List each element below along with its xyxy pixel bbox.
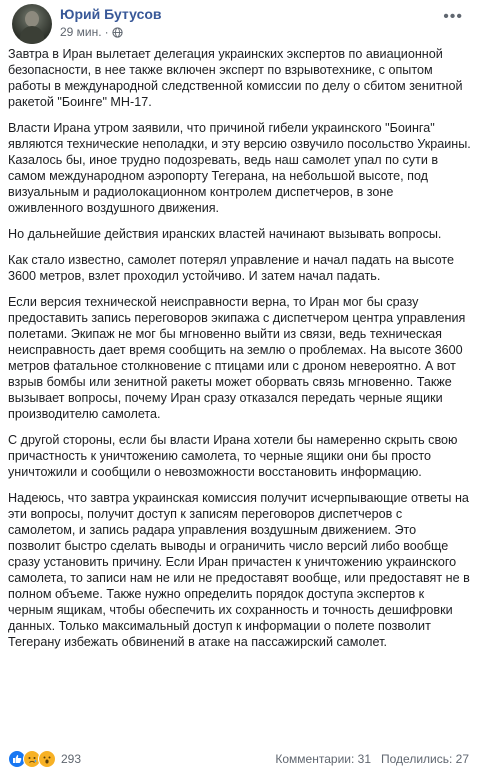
author-name[interactable]: Юрий Бутусов <box>60 6 162 22</box>
comments-count[interactable]: Комментарии: 31 <box>275 752 371 766</box>
more-dots-icon[interactable]: ••• <box>443 8 463 25</box>
wow-icon <box>38 750 56 768</box>
reaction-count: 293 <box>61 752 82 766</box>
paragraph: Если версия технической неисправности верна, то Иран мог бы сразу предоставить запись переговоров экипажа с диспетчером центра управления полетами. Экипаж не мог бы мгновенно выйти из связи, ведь техническая неисправность дает время сообщить на землю о проблемах. На высоте 3600 метров фатальное столкновение с птицами или с дроном невероятно. А вот взрыв бомбы или зенитной ракеты может оборвать связь мгновенно. Также вызывает вопросы, почему Иран сразу отказался передать черные ящики производителю самолета. <box>8 295 466 421</box>
paragraph: Но дальнейшие действия иранских властей начинают вызывать вопросы. <box>8 227 442 241</box>
post-time[interactable]: 29 мин. <box>60 25 102 39</box>
post-footer <box>8 750 469 768</box>
post-text <box>8 46 472 660</box>
paragraph: Власти Ирана утром заявили, что причиной гибели украинского "Боинга" являются технические неполадки, и эту версию озвучило посольство Украины. Казалось бы, иное трудно подозревать, ведь наш самолет упал по сути в самом международном аэропорту Тегерана, на небольшой высоте, под визуальным и радиолокационном контролем диспетчеров, в зоне оживленного воздушного движения. <box>8 121 471 215</box>
avatar-body <box>20 26 44 44</box>
paragraph: Завтра в Иран вылетает делегация украинских экспертов по авиационной безопасности, в нее также включен эксперт по взрывотехнике, с опытом работы в международной следственной комиссии по делу о сбитом зенитной ракетой "Боинге" МН-17. <box>8 47 463 109</box>
avatar-head <box>25 11 39 27</box>
post-header <box>8 0 469 46</box>
meta-separator: · <box>104 25 109 39</box>
post-meta <box>60 25 123 39</box>
shares-count[interactable]: Поделились: 27 <box>381 752 469 766</box>
paragraph: Как стало известно, самолет потерял управление и начал падать на высоте 3600 метров, взлет проходил устойчиво. И затем начал падать. <box>8 253 454 283</box>
reactions-summary[interactable] <box>8 750 81 768</box>
globe-icon <box>112 27 123 38</box>
paragraph: С другой стороны, если бы власти Ирана хотели бы намеренно скрыть свою причастность к уничтожению самолета, то черные ящики они бы просто уничтожили и сообщили о невозможности восстановить информацию. <box>8 433 458 479</box>
avatar[interactable] <box>12 4 52 44</box>
paragraph: Надеюсь, что завтра украинская комиссия получит исчерпывающие ответы на эти вопросы, получит доступ к записям переговоров диспетчеров с самолетом, и запись радара управления воздушным движением. Это позволит быстро сделать выводы и ограничить число версий либо вообще сразу установить причину. Если Иран причастен к уничтожению украинского самолета, то записи нам не или не предоставят вообще, или предоставят не в полном объеме. Также нужно определить порядок доступа экспертов к черным ящикам, чтобы обеспечить их сохранность и точность дешифровки данных. Только максимальный доступ к информации о полете позволит Тегерану избежать обвинений в атаке на пассажирский самолет. <box>8 491 470 649</box>
engagement-stats <box>275 752 469 766</box>
